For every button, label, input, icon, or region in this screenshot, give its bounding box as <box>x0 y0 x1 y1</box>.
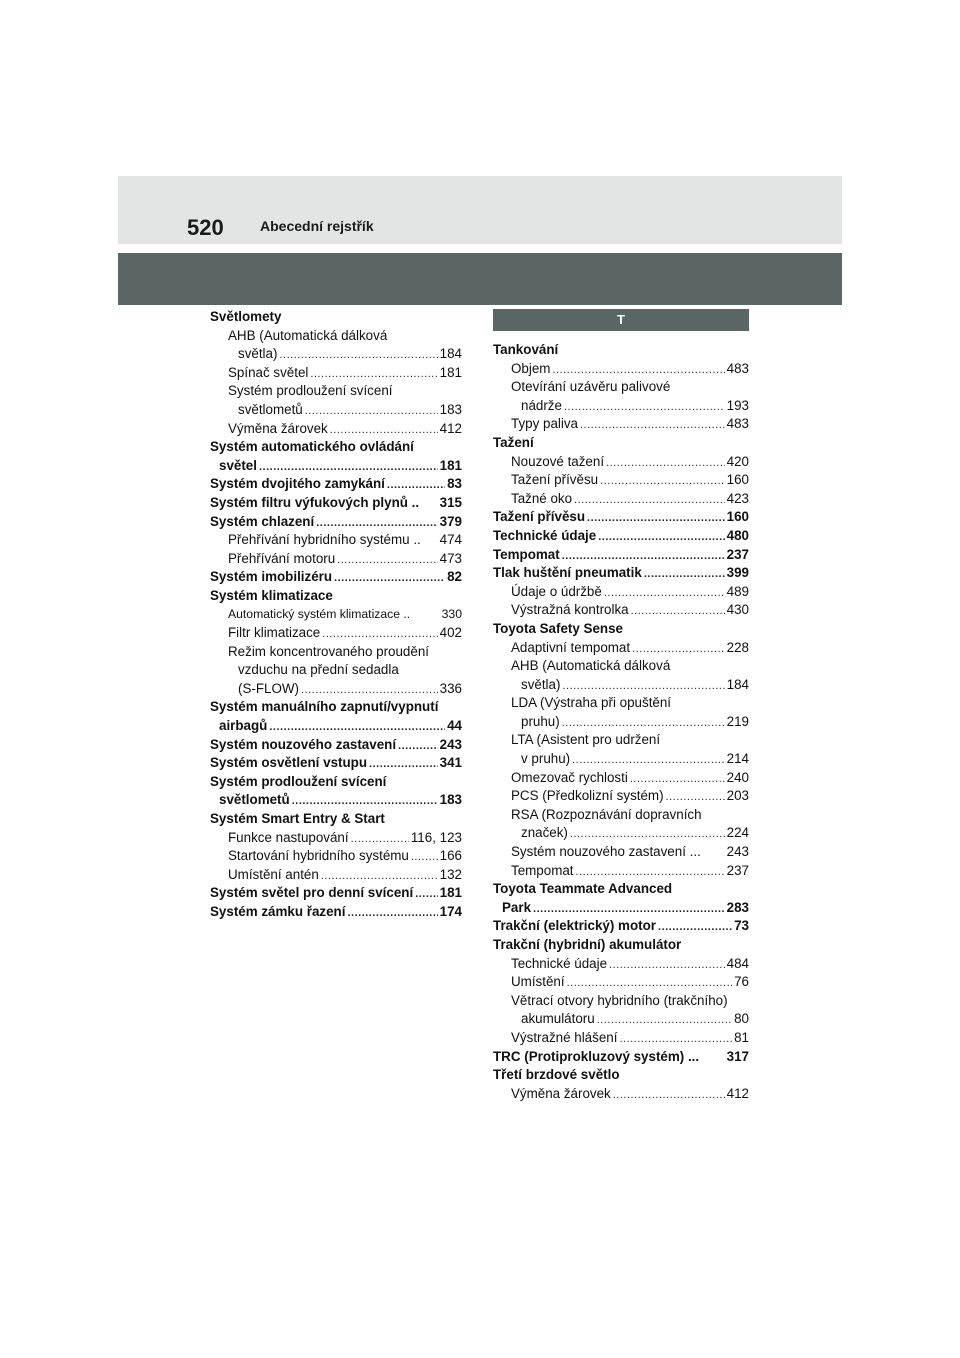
index-subentry <box>493 993 749 1012</box>
entry-text: LDA (Výstraha při opuštění <box>511 695 672 711</box>
index-entry <box>493 509 749 528</box>
index-subentry <box>210 365 462 384</box>
header-band <box>118 176 842 244</box>
index-entry <box>493 528 749 547</box>
index-entry <box>210 439 462 458</box>
entry-text: (S-FLOW) <box>238 680 299 696</box>
index-subentry <box>493 807 749 826</box>
index-entry <box>493 900 749 919</box>
index-subentry <box>210 625 462 644</box>
entry-text: Adaptivní tempomat <box>511 639 631 655</box>
entry-text: PCS (Předkolizní systém) <box>511 788 664 804</box>
index-subentry <box>493 788 749 807</box>
page-reference: 132 <box>439 866 462 882</box>
entry-text: TRC (Protiprokluzový systém) ... <box>493 1048 700 1064</box>
leader-dots <box>572 754 725 766</box>
entry-text: v pruhu) <box>521 751 571 767</box>
entry-text: Tažení <box>493 434 534 450</box>
index-subentry <box>210 383 462 402</box>
page-reference: 183 <box>439 792 462 808</box>
page-reference: 181 <box>439 885 462 901</box>
entry-text: Systém chlazení <box>210 513 315 529</box>
page-reference: 219 <box>726 713 749 729</box>
entry-text: Omezovač rychlosti <box>511 769 628 785</box>
index-entry <box>210 718 462 737</box>
index-subentry <box>493 491 749 510</box>
entry-text: AHB (Automatická dálková <box>228 327 388 343</box>
page-reference: 81 <box>734 1029 749 1045</box>
leader-dots <box>292 795 438 807</box>
index-subentry <box>493 956 749 975</box>
entry-text: Systém osvětlení vstupu <box>210 755 368 771</box>
leader-dots <box>604 587 725 599</box>
index-entry <box>210 476 462 495</box>
page-reference: 336 <box>439 680 462 696</box>
leader-dots <box>269 721 445 733</box>
page-reference: 379 <box>439 513 462 529</box>
index-subentry <box>210 644 462 663</box>
entry-text: Spínač světel <box>228 364 309 380</box>
entry-text: Systém filtru výfukových plynů .. <box>210 494 420 510</box>
index-entry <box>210 699 462 718</box>
index-subentry <box>493 844 749 863</box>
page-reference: 399 <box>726 565 749 581</box>
entry-text: světlometů <box>219 792 290 808</box>
page-reference: 237 <box>726 546 749 562</box>
leader-dots <box>552 364 724 376</box>
entry-text: Systém Smart Entry & Start <box>210 811 385 827</box>
entry-text: Tempomat <box>493 546 560 562</box>
leader-dots <box>631 605 725 617</box>
page-reference: 228 <box>726 639 749 655</box>
index-subentry <box>493 732 749 751</box>
index-entry <box>493 1067 749 1086</box>
page-reference: 489 <box>726 583 749 599</box>
index-subentry <box>493 602 749 621</box>
index-entry <box>493 621 749 640</box>
index-entry <box>210 755 462 774</box>
entry-text: Výměna žárovek <box>511 1085 611 1101</box>
leader-dots <box>301 684 438 696</box>
page-reference: 315 <box>439 494 462 510</box>
index-entry <box>493 1049 749 1068</box>
index-subentry <box>210 681 462 700</box>
page-reference: 420 <box>726 453 749 469</box>
leader-dots <box>369 758 438 770</box>
page-reference: 193 <box>726 397 749 413</box>
index-entry <box>210 514 462 533</box>
index-subentry <box>210 421 462 440</box>
entry-text: Větrací otvory hybridního (trakčního) <box>511 992 728 1008</box>
entry-text: světla) <box>521 676 561 692</box>
entry-text: Systém nouzového zastavení ... <box>511 844 701 860</box>
page-reference: 181 <box>439 457 462 473</box>
leader-dots <box>415 888 437 900</box>
leader-dots <box>609 959 725 971</box>
leader-dots <box>562 717 725 729</box>
entry-text: světlometů <box>238 401 303 417</box>
entry-text: nádrže <box>521 397 562 413</box>
index-list-right <box>493 342 749 1104</box>
index-entry <box>210 309 462 328</box>
leader-dots <box>580 419 725 431</box>
index-entry <box>493 565 749 584</box>
leader-dots <box>347 907 437 919</box>
index-subentry <box>493 584 749 603</box>
page-reference: 82 <box>447 569 462 585</box>
index-subentry <box>493 677 749 696</box>
index-subentry <box>493 863 749 882</box>
page-reference: 423 <box>726 490 749 506</box>
leader-dots <box>411 851 438 863</box>
index-subentry <box>493 398 749 417</box>
page-reference: 473 <box>439 550 462 566</box>
page-reference: 341 <box>439 755 462 771</box>
page-reference: 283 <box>726 899 749 915</box>
index-entry <box>210 792 462 811</box>
page-reference: 214 <box>726 751 749 767</box>
leader-dots <box>567 977 733 989</box>
entry-text: světla) <box>238 346 278 362</box>
page-reference: 183 <box>439 401 462 417</box>
index-subentry <box>493 379 749 398</box>
index-subentry <box>210 346 462 365</box>
index-subentry <box>493 658 749 677</box>
leader-dots <box>305 405 438 417</box>
entry-text: Výstražné hlášení <box>511 1029 618 1045</box>
entry-text: vzduchu na přední sedadla <box>238 662 399 678</box>
page-reference: 184 <box>726 676 749 692</box>
leader-dots <box>533 903 725 915</box>
page-reference: 160 <box>726 472 749 488</box>
entry-text: Automatický systém klimatizace .. <box>228 606 411 621</box>
leader-dots <box>600 475 725 487</box>
page-reference: 483 <box>726 360 749 376</box>
index-subentry <box>210 830 462 849</box>
page-reference: 116, 123 <box>410 829 462 845</box>
index-subentry <box>493 751 749 770</box>
leader-dots <box>351 833 409 845</box>
page-reference: 240 <box>726 769 749 785</box>
entry-text: Technické údaje <box>511 955 608 971</box>
index-subentry <box>493 640 749 659</box>
page-reference: 243 <box>726 844 749 860</box>
index-subentry <box>493 1086 749 1105</box>
index-entry <box>493 881 749 900</box>
entry-text: Přehřívání motoru <box>228 550 336 566</box>
index-subentry <box>210 662 462 681</box>
entry-text: Tankování <box>493 342 559 357</box>
entry-text: Tempomat <box>511 862 574 878</box>
index-column-left <box>210 309 462 923</box>
leader-dots <box>644 568 725 580</box>
index-entry <box>210 737 462 756</box>
page-reference: 474 <box>439 532 462 548</box>
page-reference: 402 <box>439 625 462 641</box>
entry-text: RSA (Rozpoznávání dopravních <box>511 806 702 822</box>
entry-text: Systém manuálního zapnutí/vypnutí <box>210 699 439 715</box>
entry-text: Toyota Safety Sense <box>493 620 623 636</box>
index-subentry <box>210 607 462 626</box>
entry-text: airbagů <box>219 718 268 734</box>
entry-text: světel <box>219 457 257 473</box>
entry-text: Filtr klimatizace <box>228 625 321 641</box>
entry-text: Objem <box>511 360 551 376</box>
leader-dots <box>279 349 437 361</box>
page-reference: 224 <box>726 825 749 841</box>
page-reference: 76 <box>734 974 749 990</box>
leader-dots <box>606 457 725 469</box>
page-reference: 184 <box>439 346 462 362</box>
index-subentry <box>210 328 462 347</box>
index-subentry <box>493 974 749 993</box>
entry-text: pruhu) <box>521 713 560 729</box>
page-reference: 83 <box>447 476 462 492</box>
leader-dots <box>613 1089 725 1101</box>
index-subentry <box>493 770 749 789</box>
entry-text: Světlomety <box>210 309 282 324</box>
entry-text: Systém dvojitého zamykání <box>210 476 385 492</box>
entry-text: Systém nouzového zastavení <box>210 736 397 752</box>
index-entry <box>493 918 749 937</box>
index-entry <box>493 937 749 956</box>
page-reference: 237 <box>726 862 749 878</box>
section-title: Abecední rejstřík <box>260 218 374 234</box>
index-entry <box>493 547 749 566</box>
page-reference: 330 <box>441 606 462 621</box>
entry-text: Výstražná kontrolka <box>511 602 629 618</box>
entry-text: Toyota Teammate Advanced <box>493 881 673 897</box>
index-subentry <box>493 825 749 844</box>
leader-dots <box>387 479 445 491</box>
leader-dots <box>632 643 725 655</box>
entry-text: Funkce nastupování <box>228 829 349 845</box>
entry-text: Tažení přívěsu <box>511 472 599 488</box>
index-subentry <box>210 867 462 886</box>
leader-dots <box>587 512 725 524</box>
leader-dots <box>597 1014 732 1026</box>
page-reference: 166 <box>439 848 462 864</box>
entry-text: Umístění antén <box>228 866 319 882</box>
leader-dots <box>321 870 438 882</box>
entry-text: Systém světel pro denní svícení <box>210 885 414 901</box>
index-subentry <box>210 848 462 867</box>
page-reference: 203 <box>726 788 749 804</box>
leader-dots <box>330 424 438 436</box>
index-subentry <box>493 695 749 714</box>
entry-text: Třetí brzdové světlo <box>493 1067 620 1083</box>
chapter-band <box>118 253 842 305</box>
entry-text: Nouzové tažení <box>511 453 605 469</box>
leader-dots <box>398 740 438 752</box>
leader-dots <box>562 550 725 562</box>
page-reference: 181 <box>439 364 462 380</box>
index-entry <box>493 435 749 454</box>
page-reference: 174 <box>439 904 462 919</box>
entry-text: Startování hybridního systému <box>228 848 409 864</box>
page-reference: 430 <box>726 602 749 618</box>
leader-dots <box>316 517 437 529</box>
leader-dots <box>619 1033 732 1045</box>
index-subentry <box>210 532 462 551</box>
entry-text: Tlak huštění pneumatik <box>493 565 642 581</box>
index-subentry <box>493 361 749 380</box>
index-subentry <box>493 1011 749 1030</box>
entry-text: akumulátoru <box>521 1011 595 1027</box>
index-entry <box>210 774 462 793</box>
index-column-right <box>493 309 749 1104</box>
leader-dots <box>570 828 725 840</box>
leader-dots <box>630 773 725 785</box>
index-subentry <box>493 454 749 473</box>
entry-text: Tažení přívěsu <box>493 509 586 525</box>
index-subentry <box>493 714 749 733</box>
page-reference: 44 <box>447 718 462 734</box>
entry-text: Systém automatického ovládání <box>210 439 414 455</box>
entry-text: Otevírání uzávěru palivové <box>511 379 671 395</box>
index-subentry <box>210 402 462 421</box>
leader-dots <box>598 531 724 543</box>
index-entry <box>210 495 462 514</box>
leader-dots <box>658 921 732 933</box>
leader-dots <box>334 572 445 584</box>
entry-text: Umístění <box>511 974 565 990</box>
page-reference: 80 <box>734 1011 749 1027</box>
leader-dots <box>259 461 438 473</box>
entry-text: Systém prodloužení svícení <box>228 383 393 399</box>
entry-text: Trakční (hybridní) akumulátor <box>493 937 682 952</box>
entry-text: Systém imobilizéru <box>210 569 333 585</box>
entry-text: Park <box>502 899 532 915</box>
entry-text: Systém klimatizace <box>210 587 333 603</box>
entry-text: LTA (Asistent pro udržení <box>511 732 661 748</box>
page-reference: 484 <box>726 955 749 971</box>
index-subentry <box>493 472 749 491</box>
leader-dots <box>574 494 725 506</box>
entry-text: značek) <box>521 825 568 841</box>
leader-dots <box>562 680 724 692</box>
entry-text: Tažné oko <box>511 490 573 506</box>
index-subentry <box>210 551 462 570</box>
leader-dots <box>310 368 437 380</box>
page-reference: 317 <box>726 1048 749 1064</box>
page-reference: 243 <box>439 736 462 752</box>
leader-dots <box>666 791 725 803</box>
page-reference: 483 <box>726 416 749 432</box>
index-subentry <box>493 1030 749 1049</box>
index-entry <box>210 885 462 904</box>
entry-text: Typy paliva <box>511 416 578 432</box>
entry-text: Systém prodloužení svícení <box>210 773 387 789</box>
index-entry <box>210 588 462 607</box>
index-entry <box>210 904 462 923</box>
page-reference: 160 <box>726 509 749 525</box>
entry-text: Trakční (elektrický) motor <box>493 918 656 934</box>
entry-text: Systém zámku řazení <box>210 904 346 919</box>
index-entry <box>210 569 462 588</box>
page-reference: 73 <box>734 918 749 934</box>
entry-text: Přehřívání hybridního systému .. <box>228 532 421 548</box>
page-reference: 412 <box>726 1085 749 1101</box>
entry-text: Výměna žárovek <box>228 420 328 436</box>
page-number: 520 <box>187 215 224 240</box>
page-reference: 412 <box>439 420 462 436</box>
index-entry <box>493 342 749 361</box>
index-entry <box>210 458 462 477</box>
leader-dots <box>337 554 437 566</box>
letter-heading: T <box>493 309 749 331</box>
index-subentry <box>493 416 749 435</box>
index-entry <box>210 811 462 830</box>
leader-dots <box>564 401 725 413</box>
page-reference: 480 <box>726 527 749 543</box>
entry-text: AHB (Automatická dálková <box>511 658 671 674</box>
entry-text: Údaje o údržbě <box>511 583 602 599</box>
leader-dots <box>576 866 725 878</box>
entry-text: Režim koncentrovaného proudění <box>228 643 429 659</box>
leader-dots <box>322 628 437 640</box>
entry-text: Technické údaje <box>493 527 597 543</box>
